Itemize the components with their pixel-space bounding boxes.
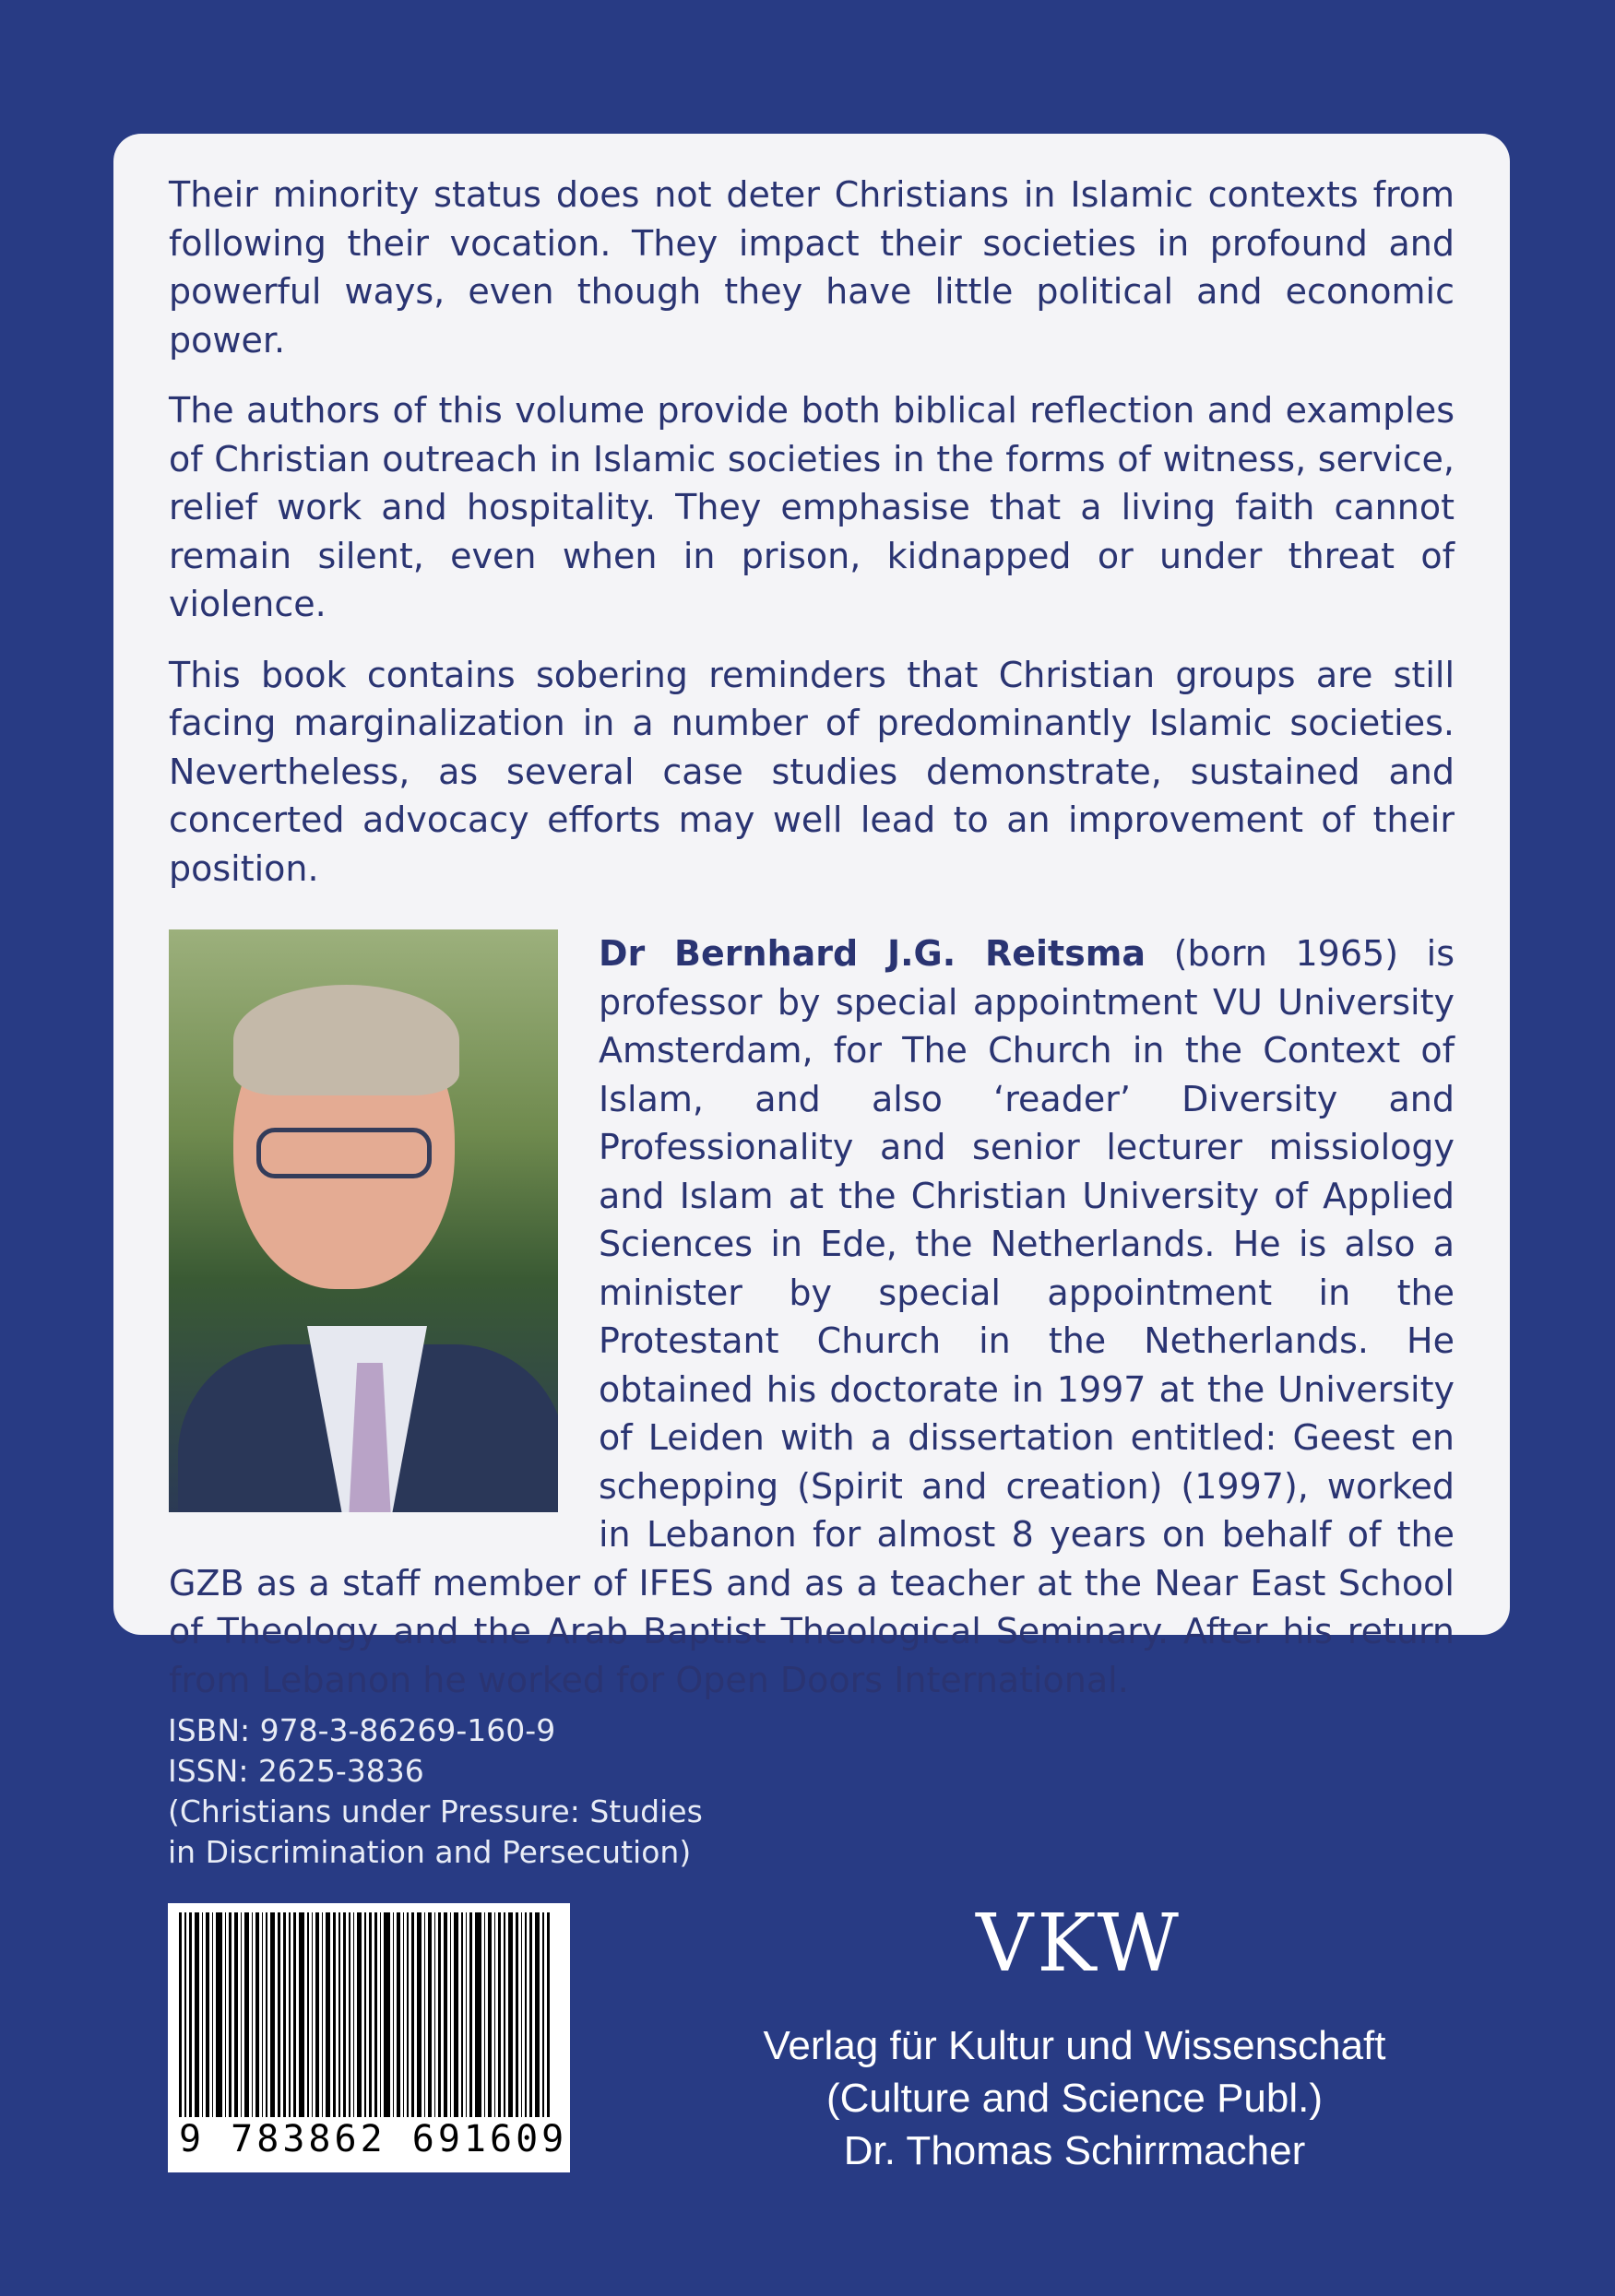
barcode-bar <box>411 1912 414 2117</box>
barcode-bar <box>466 1912 468 2117</box>
barcode-bar <box>417 1912 422 2117</box>
barcode-bar <box>434 1912 436 2117</box>
author-name: Dr Bernhard J.G. Reitsma <box>599 933 1146 974</box>
barcode-bar <box>299 1912 304 2117</box>
barcode <box>168 1903 570 2172</box>
description-paragraph-3: This book contains sobering reminders that Christian groups are still facing marginalization in a number of predominantly Islamic societies. Nevertheless, as several case studies demonstrate, sustained and concerted advocacy efforts may well lead to an improvement of their position. <box>169 654 1455 889</box>
barcode-bar <box>343 1912 346 2117</box>
barcode-bar <box>266 1912 267 2117</box>
barcode-bar <box>450 1912 452 2117</box>
barcode-bar <box>384 1912 389 2117</box>
publisher-block <box>710 2019 1439 2177</box>
barcode-bar <box>444 1912 446 2117</box>
barcode-bar <box>278 1912 280 2117</box>
description-panel <box>113 134 1510 1700</box>
barcode-bar <box>315 1912 318 2117</box>
barcode-bar <box>525 1912 527 2117</box>
isbn: ISBN: 978-3-86269-160-9 <box>168 1712 556 1748</box>
description-paragraph-2: The authors of this volume provide both biblical reflection and examples of Christian outreach in Islamic societies in the forms of witness, service, relief work and hospitality. They emphasise that a living faith cannot remain silent, even when in prison, kidnapped or under threat of violence. <box>169 390 1455 624</box>
barcode-bar <box>234 1912 237 2117</box>
barcode-bar <box>184 1912 186 2117</box>
barcode-bar <box>484 1912 486 2117</box>
barcode-bar <box>516 1912 518 2117</box>
barcode-bar <box>504 1912 505 2117</box>
barcode-bar <box>407 1912 409 2117</box>
barcode-bar <box>283 1912 286 2117</box>
barcode-bar <box>289 1912 291 2117</box>
barcode-bar <box>424 1912 426 2117</box>
barcode-bar <box>498 1912 501 2117</box>
barcode-bar <box>393 1912 395 2117</box>
publisher-line-3: Dr. Thomas Schirrmacher <box>843 2128 1306 2173</box>
barcode-bar <box>349 1912 350 2117</box>
barcode-bar <box>403 1912 405 2117</box>
barcode-bar <box>270 1912 275 2117</box>
barcode-bar <box>225 1912 227 2117</box>
barcode-bar <box>397 1912 399 2117</box>
barcode-bar <box>333 1912 336 2117</box>
barcode-bar <box>475 1912 481 2117</box>
barcode-bar <box>380 1912 382 2117</box>
series-line-1: (Christians under Pressure: Studies <box>168 1793 703 1829</box>
description-paragraph-1: Their minority status does not deter Christians in Islamic contexts from following their vocation. They impact their societies in profound and powerful ways, even though they have little political and economic power. <box>169 174 1455 361</box>
barcode-bar <box>202 1912 204 2117</box>
barcode-bar <box>216 1912 221 2117</box>
barcode-bar <box>322 1912 324 2117</box>
barcode-bar <box>312 1912 314 2117</box>
barcode-bars <box>179 1912 559 2117</box>
barcode-bar <box>255 1912 258 2117</box>
barcode-bar <box>438 1912 441 2117</box>
barcode-bar <box>353 1912 355 2117</box>
barcode-bar <box>469 1912 472 2117</box>
barcode-bar <box>252 1912 254 2117</box>
series-line-2: in Discrimination and Persecution) <box>168 1834 692 1870</box>
barcode-bar <box>338 1912 340 2117</box>
barcode-bar <box>307 1912 309 2117</box>
publisher-line-1: Verlag für Kultur und Wissenschaft <box>763 2023 1386 2068</box>
barcode-bar <box>212 1912 214 2117</box>
barcode-bar <box>179 1912 182 2117</box>
barcode-bar <box>206 1912 208 2117</box>
barcode-bar <box>494 1912 496 2117</box>
barcode-bar <box>542 1912 544 2117</box>
barcode-bar <box>454 1912 458 2117</box>
barcode-bar <box>535 1912 540 2117</box>
book-meta <box>168 1710 703 1873</box>
barcode-bar <box>357 1912 362 2117</box>
barcode-bar <box>326 1912 330 2117</box>
barcode-bar <box>241 1912 243 2117</box>
barcode-bar <box>521 1912 523 2117</box>
publisher-line-2: (Culture and Science Publ.) <box>825 2076 1324 2121</box>
barcode-bar <box>244 1912 249 2117</box>
barcode-digits: 9 783862 691609 <box>179 2118 568 2160</box>
barcode-bar <box>547 1912 550 2117</box>
barcode-bar <box>229 1912 232 2117</box>
barcode-bar <box>369 1912 372 2117</box>
barcode-bar <box>428 1912 431 2117</box>
author-bio: (born 1965) is professor by special appointment VU University Amsterdam, for The Church in the Context of Islam, and also ‘reader’ Diversity and Professionality and senior lecturer missiology and Islam at the Christian University of Applied Sciences in Ede, the Netherlands. He is also a minister by special appointment in the Protestant Church in the Netherlands. He obtained his doctorate in 1997 at the University of Leiden with a dissertation entitled: Geest en schepping (Spirit and creation) (1997), worked in Lebanon for almost 8 years on behalf of the GZB as a staff member of IFES and as a teacher at the Near East School of Theology and the Arab Baptist Theological Seminary. After his return from Lebanon he worked for Open Doors International. <box>169 933 1455 1700</box>
barcode-bar <box>508 1912 513 2117</box>
barcode-bar <box>189 1912 192 2117</box>
barcode-bar <box>374 1912 377 2117</box>
barcode-bar <box>529 1912 532 2117</box>
author-bio-block <box>169 929 1455 1704</box>
barcode-bar <box>461 1912 463 2117</box>
barcode-bar <box>488 1912 491 2117</box>
author-photo <box>169 929 558 1512</box>
issn: ISSN: 2625-3836 <box>168 1753 424 1789</box>
publisher-logo: VKW <box>976 1898 1182 1990</box>
barcode-bar <box>364 1912 366 2117</box>
barcode-bar <box>262 1912 264 2117</box>
barcode-bar <box>195 1912 199 2117</box>
barcode-bar <box>293 1912 296 2117</box>
